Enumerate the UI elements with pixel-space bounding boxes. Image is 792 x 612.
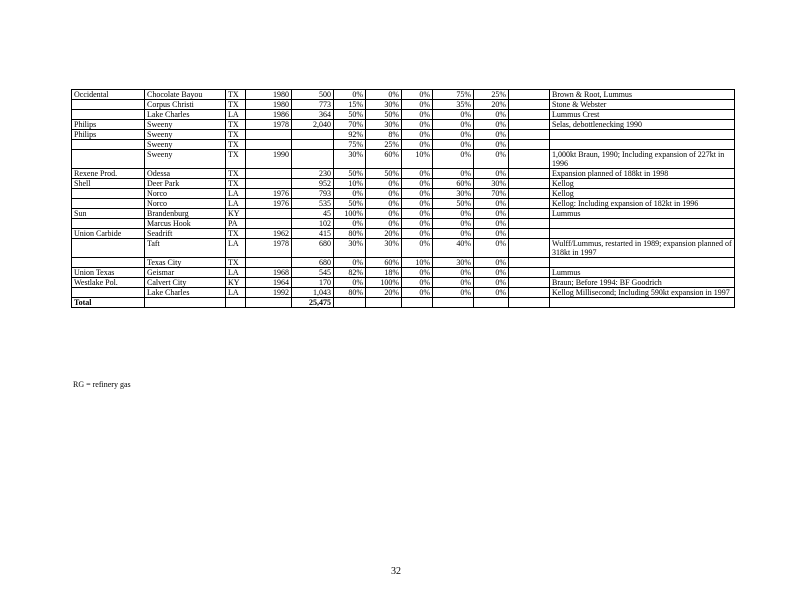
table-cell: 680	[292, 239, 334, 258]
table-cell: Sweeny	[145, 130, 226, 140]
table-cell: 0%	[433, 169, 474, 179]
table-cell: Chocolate Bayou	[145, 90, 226, 100]
table-cell: 0%	[334, 278, 366, 288]
table-cell: Lake Charles	[145, 288, 226, 298]
table-cell: Kellog: Including expansion of 182kt in 1996	[550, 199, 735, 209]
table-cell: 0%	[433, 209, 474, 219]
table-cell: Lummus	[550, 209, 735, 219]
table-cell	[509, 90, 550, 100]
table-row	[72, 278, 735, 288]
footnote: RG = refinery gas	[73, 380, 131, 389]
table-cell: Brandenburg	[145, 209, 226, 219]
table-cell: 952	[292, 179, 334, 189]
table-cell: LA	[226, 199, 246, 209]
table-row	[72, 150, 735, 169]
table-cell	[72, 288, 145, 298]
table-cell: Union Texas	[72, 268, 145, 278]
table-cell: Occidental	[72, 90, 145, 100]
table-cell	[366, 298, 402, 308]
page-number: 32	[391, 566, 401, 577]
table-cell: Sun	[72, 209, 145, 219]
table-cell: 20%	[366, 229, 402, 239]
table-cell: 0%	[334, 219, 366, 229]
table-cell: 0%	[474, 169, 509, 179]
table-cell: 60%	[433, 179, 474, 189]
table-cell: 0%	[474, 199, 509, 209]
table-cell: Texas City	[145, 258, 226, 268]
table-cell	[509, 258, 550, 268]
table-cell: 0%	[474, 258, 509, 268]
table-cell	[433, 298, 474, 308]
table-cell	[246, 298, 292, 308]
table-cell	[550, 298, 735, 308]
table-cell	[509, 169, 550, 179]
table-cell: 70%	[474, 189, 509, 199]
table-cell	[72, 219, 145, 229]
table-row	[72, 288, 735, 298]
total-row	[72, 298, 735, 308]
table-cell: 415	[292, 229, 334, 239]
table-cell	[246, 179, 292, 189]
table-cell: 0%	[366, 90, 402, 100]
table-cell	[509, 110, 550, 120]
table-cell: Corpus Christi	[145, 100, 226, 110]
table-cell: Philips	[72, 120, 145, 130]
table-cell: 0%	[402, 169, 433, 179]
table-cell: 0%	[402, 189, 433, 199]
table-cell	[246, 258, 292, 268]
table-cell: LA	[226, 239, 246, 258]
table-row	[72, 179, 735, 189]
table-cell: 1,043	[292, 288, 334, 298]
table-cell: 0%	[474, 209, 509, 219]
table-cell: Rexene Prod.	[72, 169, 145, 179]
table-cell	[72, 239, 145, 258]
table-cell: Kellog	[550, 179, 735, 189]
table-cell	[550, 219, 735, 229]
table-cell: Selas, debottlenecking 1990	[550, 120, 735, 130]
table-body	[72, 90, 735, 308]
table-cell: 0%	[366, 189, 402, 199]
table-cell: 0%	[433, 140, 474, 150]
table-cell: 1980	[246, 100, 292, 110]
table-cell: PA	[226, 219, 246, 229]
table-cell: 0%	[433, 219, 474, 229]
table-cell: 0%	[402, 179, 433, 189]
table-cell: 545	[292, 268, 334, 278]
table-cell	[246, 140, 292, 150]
table-cell: 0%	[402, 90, 433, 100]
table-cell	[509, 130, 550, 140]
table-cell	[72, 189, 145, 199]
table-cell: 0%	[402, 239, 433, 258]
table-cell: TX	[226, 258, 246, 268]
table-cell: 0%	[402, 219, 433, 229]
table-cell: Braun; Before 1994: BF Goodrich	[550, 278, 735, 288]
table-cell: 0%	[474, 150, 509, 169]
table-cell: 15%	[334, 100, 366, 110]
table-cell: TX	[226, 229, 246, 239]
table-cell: Kellog Millisecond; Including 590kt expansion in 1997	[550, 288, 735, 298]
table-cell: 0%	[474, 288, 509, 298]
table-cell: Stone & Webster	[550, 100, 735, 110]
table-cell: 0%	[334, 189, 366, 199]
table-cell: 30%	[334, 239, 366, 258]
table-cell: 92%	[334, 130, 366, 140]
table-cell: 50%	[334, 199, 366, 209]
table-cell: TX	[226, 169, 246, 179]
table-row	[72, 169, 735, 179]
table-cell: 18%	[366, 268, 402, 278]
table-cell	[72, 258, 145, 268]
table-row	[72, 90, 735, 100]
table-cell: Marcus Hook	[145, 219, 226, 229]
table-cell: 0%	[402, 229, 433, 239]
table-cell: 20%	[474, 100, 509, 110]
table-row	[72, 219, 735, 229]
table-cell: 30%	[366, 239, 402, 258]
table-cell: 80%	[334, 229, 366, 239]
table-cell: TX	[226, 100, 246, 110]
table-cell: 1976	[246, 199, 292, 209]
table-cell: 0%	[474, 110, 509, 120]
table-cell: 25%	[474, 90, 509, 100]
table-cell	[550, 258, 735, 268]
table-cell	[72, 110, 145, 120]
table-cell: 793	[292, 189, 334, 199]
table-cell	[226, 298, 246, 308]
table-cell: 30%	[474, 179, 509, 189]
table-cell: Norco	[145, 199, 226, 209]
table-cell: 10%	[402, 258, 433, 268]
table-cell: 80%	[334, 288, 366, 298]
table-cell: 1,000kt Braun, 1990; Including expansion of 227kt in 1996	[550, 150, 735, 169]
table-cell: Calvert City	[145, 278, 226, 288]
table-cell: 1978	[246, 239, 292, 258]
table-cell	[72, 100, 145, 110]
table-cell: Kellog	[550, 189, 735, 199]
table-row	[72, 229, 735, 239]
table-cell: 75%	[334, 140, 366, 150]
table-cell	[509, 120, 550, 130]
table-cell: 230	[292, 169, 334, 179]
refinery-plants-table	[71, 89, 735, 308]
table-cell: Philips	[72, 130, 145, 140]
table-cell: 0%	[366, 219, 402, 229]
table-cell: TX	[226, 90, 246, 100]
table-cell: 0%	[474, 268, 509, 278]
table-cell: 10%	[334, 179, 366, 189]
table-cell: 0%	[433, 130, 474, 140]
table-row	[72, 239, 735, 258]
table-cell: 30%	[366, 100, 402, 110]
table-cell: 0%	[402, 120, 433, 130]
table-cell: 0%	[433, 229, 474, 239]
table-cell: Brown & Root, Lummus	[550, 90, 735, 100]
table-cell: TX	[226, 150, 246, 169]
table-cell: 45	[292, 209, 334, 219]
table-cell	[72, 199, 145, 209]
table-cell: LA	[226, 110, 246, 120]
table-cell	[509, 189, 550, 199]
table-cell: 1964	[246, 278, 292, 288]
table-cell: Sweeny	[145, 150, 226, 169]
table-cell: Total	[72, 298, 145, 308]
table-cell	[292, 150, 334, 169]
table-cell	[509, 298, 550, 308]
table-cell: 1978	[246, 120, 292, 130]
table-cell: Odessa	[145, 169, 226, 179]
table-cell: Lake Charles	[145, 110, 226, 120]
table-cell: Expansion planned of 188kt in 1998	[550, 169, 735, 179]
table-cell: LA	[226, 189, 246, 199]
table-cell	[72, 150, 145, 169]
table-cell: 60%	[366, 258, 402, 268]
table-cell: 0%	[433, 268, 474, 278]
table-row	[72, 100, 735, 110]
table-cell: 1980	[246, 90, 292, 100]
table-cell	[509, 229, 550, 239]
table-row	[72, 140, 735, 150]
table-cell: LA	[226, 288, 246, 298]
table-cell: 0%	[474, 140, 509, 150]
table-cell: Shell	[72, 179, 145, 189]
table-row	[72, 209, 735, 219]
table-cell: TX	[226, 120, 246, 130]
table-row	[72, 199, 735, 209]
table-cell: 0%	[402, 110, 433, 120]
table-cell: 0%	[433, 150, 474, 169]
table-cell: TX	[226, 130, 246, 140]
table-row	[72, 189, 735, 199]
table-cell	[292, 140, 334, 150]
table-cell: 30%	[334, 150, 366, 169]
table-cell: 0%	[433, 120, 474, 130]
table-cell: 0%	[402, 268, 433, 278]
table-cell: 30%	[366, 120, 402, 130]
table-cell: 0%	[402, 278, 433, 288]
table-cell: Lummus	[550, 268, 735, 278]
table-cell: 535	[292, 199, 334, 209]
table-cell	[246, 219, 292, 229]
table-cell: 20%	[366, 288, 402, 298]
table-cell: 8%	[366, 130, 402, 140]
table-cell: 50%	[334, 110, 366, 120]
table-cell: 30%	[433, 258, 474, 268]
table-cell: 1976	[246, 189, 292, 199]
table-cell: 0%	[474, 120, 509, 130]
table-cell: 60%	[366, 150, 402, 169]
table-cell	[550, 229, 735, 239]
table-cell: 50%	[366, 110, 402, 120]
table-row	[72, 268, 735, 278]
table-row	[72, 110, 735, 120]
table-cell	[509, 150, 550, 169]
table-cell: 0%	[433, 278, 474, 288]
table-cell: 680	[292, 258, 334, 268]
table-cell: Sweeny	[145, 140, 226, 150]
table-cell	[550, 140, 735, 150]
table-cell	[334, 298, 366, 308]
table-cell: 0%	[334, 258, 366, 268]
table-cell: 25%	[366, 140, 402, 150]
table-cell: 773	[292, 100, 334, 110]
table-cell: 40%	[433, 239, 474, 258]
table-cell	[509, 100, 550, 110]
table-cell	[509, 179, 550, 189]
table-cell: 25,475	[292, 298, 334, 308]
table-row	[72, 258, 735, 268]
table-cell: 0%	[433, 288, 474, 298]
table-cell: 0%	[366, 209, 402, 219]
table-cell: 100%	[334, 209, 366, 219]
table-cell: 70%	[334, 120, 366, 130]
table-cell: 10%	[402, 150, 433, 169]
table-cell	[246, 130, 292, 140]
table-cell	[509, 199, 550, 209]
table-cell: 0%	[366, 199, 402, 209]
table-cell: 0%	[433, 110, 474, 120]
table-cell: Seadrift	[145, 229, 226, 239]
table-cell: TX	[226, 179, 246, 189]
table-cell: KY	[226, 209, 246, 219]
table-cell	[509, 278, 550, 288]
table-cell: TX	[226, 140, 246, 150]
table-cell: 1990	[246, 150, 292, 169]
table-cell	[550, 130, 735, 140]
table-cell: 0%	[334, 90, 366, 100]
table-cell: 0%	[402, 140, 433, 150]
table-cell: 0%	[474, 130, 509, 140]
table-cell	[72, 140, 145, 150]
table-cell: 75%	[433, 90, 474, 100]
table-cell: 50%	[366, 169, 402, 179]
table-cell: 50%	[433, 199, 474, 209]
table-cell	[246, 169, 292, 179]
table-cell	[292, 130, 334, 140]
table-cell: 364	[292, 110, 334, 120]
table-cell	[402, 298, 433, 308]
table-cell: 0%	[402, 199, 433, 209]
table-cell: Deer Park	[145, 179, 226, 189]
table-cell: 0%	[402, 100, 433, 110]
table-cell: 0%	[402, 288, 433, 298]
table-row	[72, 120, 735, 130]
table-cell: 35%	[433, 100, 474, 110]
table-cell: 0%	[474, 278, 509, 288]
table-cell: Norco	[145, 189, 226, 199]
table-cell	[509, 140, 550, 150]
table-cell: 82%	[334, 268, 366, 278]
table-cell	[246, 209, 292, 219]
table-cell: Lummus Crest	[550, 110, 735, 120]
table-cell: 170	[292, 278, 334, 288]
table-cell	[509, 219, 550, 229]
table-cell: 500	[292, 90, 334, 100]
table-cell: 0%	[402, 130, 433, 140]
table-cell: Sweeny	[145, 120, 226, 130]
table-cell	[509, 209, 550, 219]
table-row	[72, 130, 735, 140]
table-cell: Geismar	[145, 268, 226, 278]
table-cell: 0%	[474, 219, 509, 229]
table-cell: 2,040	[292, 120, 334, 130]
table-cell: Westlake Pol.	[72, 278, 145, 288]
table-cell	[509, 268, 550, 278]
table-cell: 0%	[474, 229, 509, 239]
table-cell: KY	[226, 278, 246, 288]
table-cell	[474, 298, 509, 308]
table-cell: 1962	[246, 229, 292, 239]
table-cell: LA	[226, 268, 246, 278]
table-cell: 0%	[366, 179, 402, 189]
table-cell	[509, 288, 550, 298]
table-cell: 1986	[246, 110, 292, 120]
table-cell: Union Carbide	[72, 229, 145, 239]
table-cell: 0%	[402, 209, 433, 219]
table-cell: 50%	[334, 169, 366, 179]
table-cell: 1992	[246, 288, 292, 298]
table-cell: 1968	[246, 268, 292, 278]
table-cell: 30%	[433, 189, 474, 199]
table-cell: Taft	[145, 239, 226, 258]
table-cell: 102	[292, 219, 334, 229]
table-cell: 100%	[366, 278, 402, 288]
table-cell: 0%	[474, 239, 509, 258]
table-cell: Wulff/Lummus, restarted in 1989; expansion planned of 318kt in 1997	[550, 239, 735, 258]
table-cell	[145, 298, 226, 308]
table-cell	[509, 239, 550, 258]
